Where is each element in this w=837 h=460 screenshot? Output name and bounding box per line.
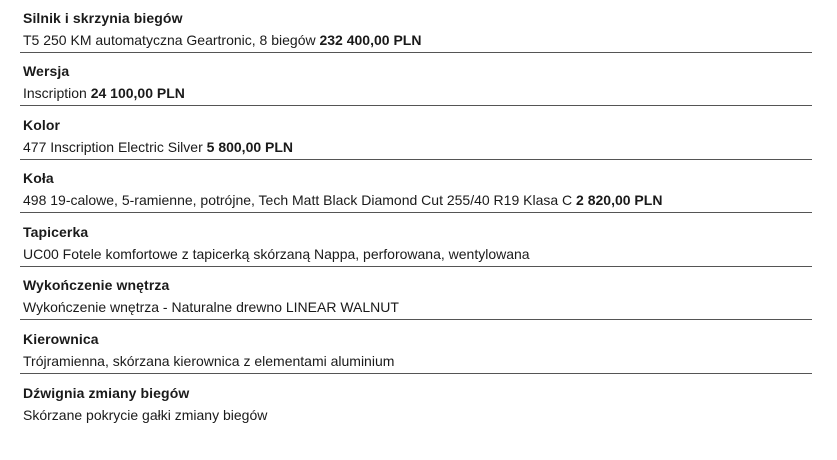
spec-row-upholstery bbox=[20, 214, 812, 267]
spec-title: Wersja bbox=[23, 63, 70, 79]
spec-title: Dźwignia zmiany biegów bbox=[23, 385, 190, 401]
spec-description: 498 19-calowe, 5-ramienne, potrójne, Tech Matt Black Diamond Cut 255/40 R19 Klasa C bbox=[23, 192, 573, 208]
spec-title: Wykończenie wnętrza bbox=[23, 277, 170, 293]
spec-description: Trójramienna, skórzana kierownica z elementami aluminium bbox=[23, 353, 395, 369]
spec-title: Koła bbox=[23, 170, 54, 186]
spec-price: 232 400,00 PLN bbox=[319, 32, 422, 48]
spec-line bbox=[23, 246, 530, 262]
spec-title: Silnik i skrzynia biegów bbox=[23, 10, 183, 26]
spec-line bbox=[23, 407, 267, 423]
spec-description: Skórzane pokrycie gałki zmiany biegów bbox=[23, 407, 268, 423]
spec-row-interior-trim bbox=[20, 267, 812, 320]
spec-description: Inscription bbox=[23, 85, 87, 101]
spec-title: Kolor bbox=[23, 117, 61, 133]
spec-line bbox=[23, 32, 421, 48]
spec-price: 24 100,00 PLN bbox=[90, 85, 185, 101]
spec-row-wheels bbox=[20, 160, 812, 213]
spec-row-version bbox=[20, 53, 812, 106]
spec-title: Tapicerka bbox=[23, 224, 89, 240]
spec-description: T5 250 KM automatyczna Geartronic, 8 biegów bbox=[23, 32, 316, 48]
spec-row-color bbox=[20, 107, 812, 160]
spec-line bbox=[23, 353, 394, 369]
spec-line bbox=[23, 299, 399, 315]
spec-row-engine bbox=[20, 0, 812, 53]
spec-description: 477 Inscription Electric Silver bbox=[23, 139, 203, 155]
spec-row-steering-wheel bbox=[20, 321, 812, 374]
spec-title: Kierownica bbox=[23, 331, 99, 347]
spec-description: UC00 Fotele komfortowe z tapicerką skórzaną Nappa, perforowana, wentylowana bbox=[23, 246, 530, 262]
spec-line bbox=[23, 139, 293, 155]
spec-description: Wykończenie wnętrza - Naturalne drewno LINEAR WALNUT bbox=[23, 299, 399, 315]
spec-price: 2 820,00 PLN bbox=[576, 192, 663, 208]
spec-line bbox=[23, 192, 662, 208]
spec-price: 5 800,00 PLN bbox=[206, 139, 294, 155]
spec-row-gear-lever bbox=[20, 375, 812, 428]
spec-line bbox=[23, 85, 185, 101]
